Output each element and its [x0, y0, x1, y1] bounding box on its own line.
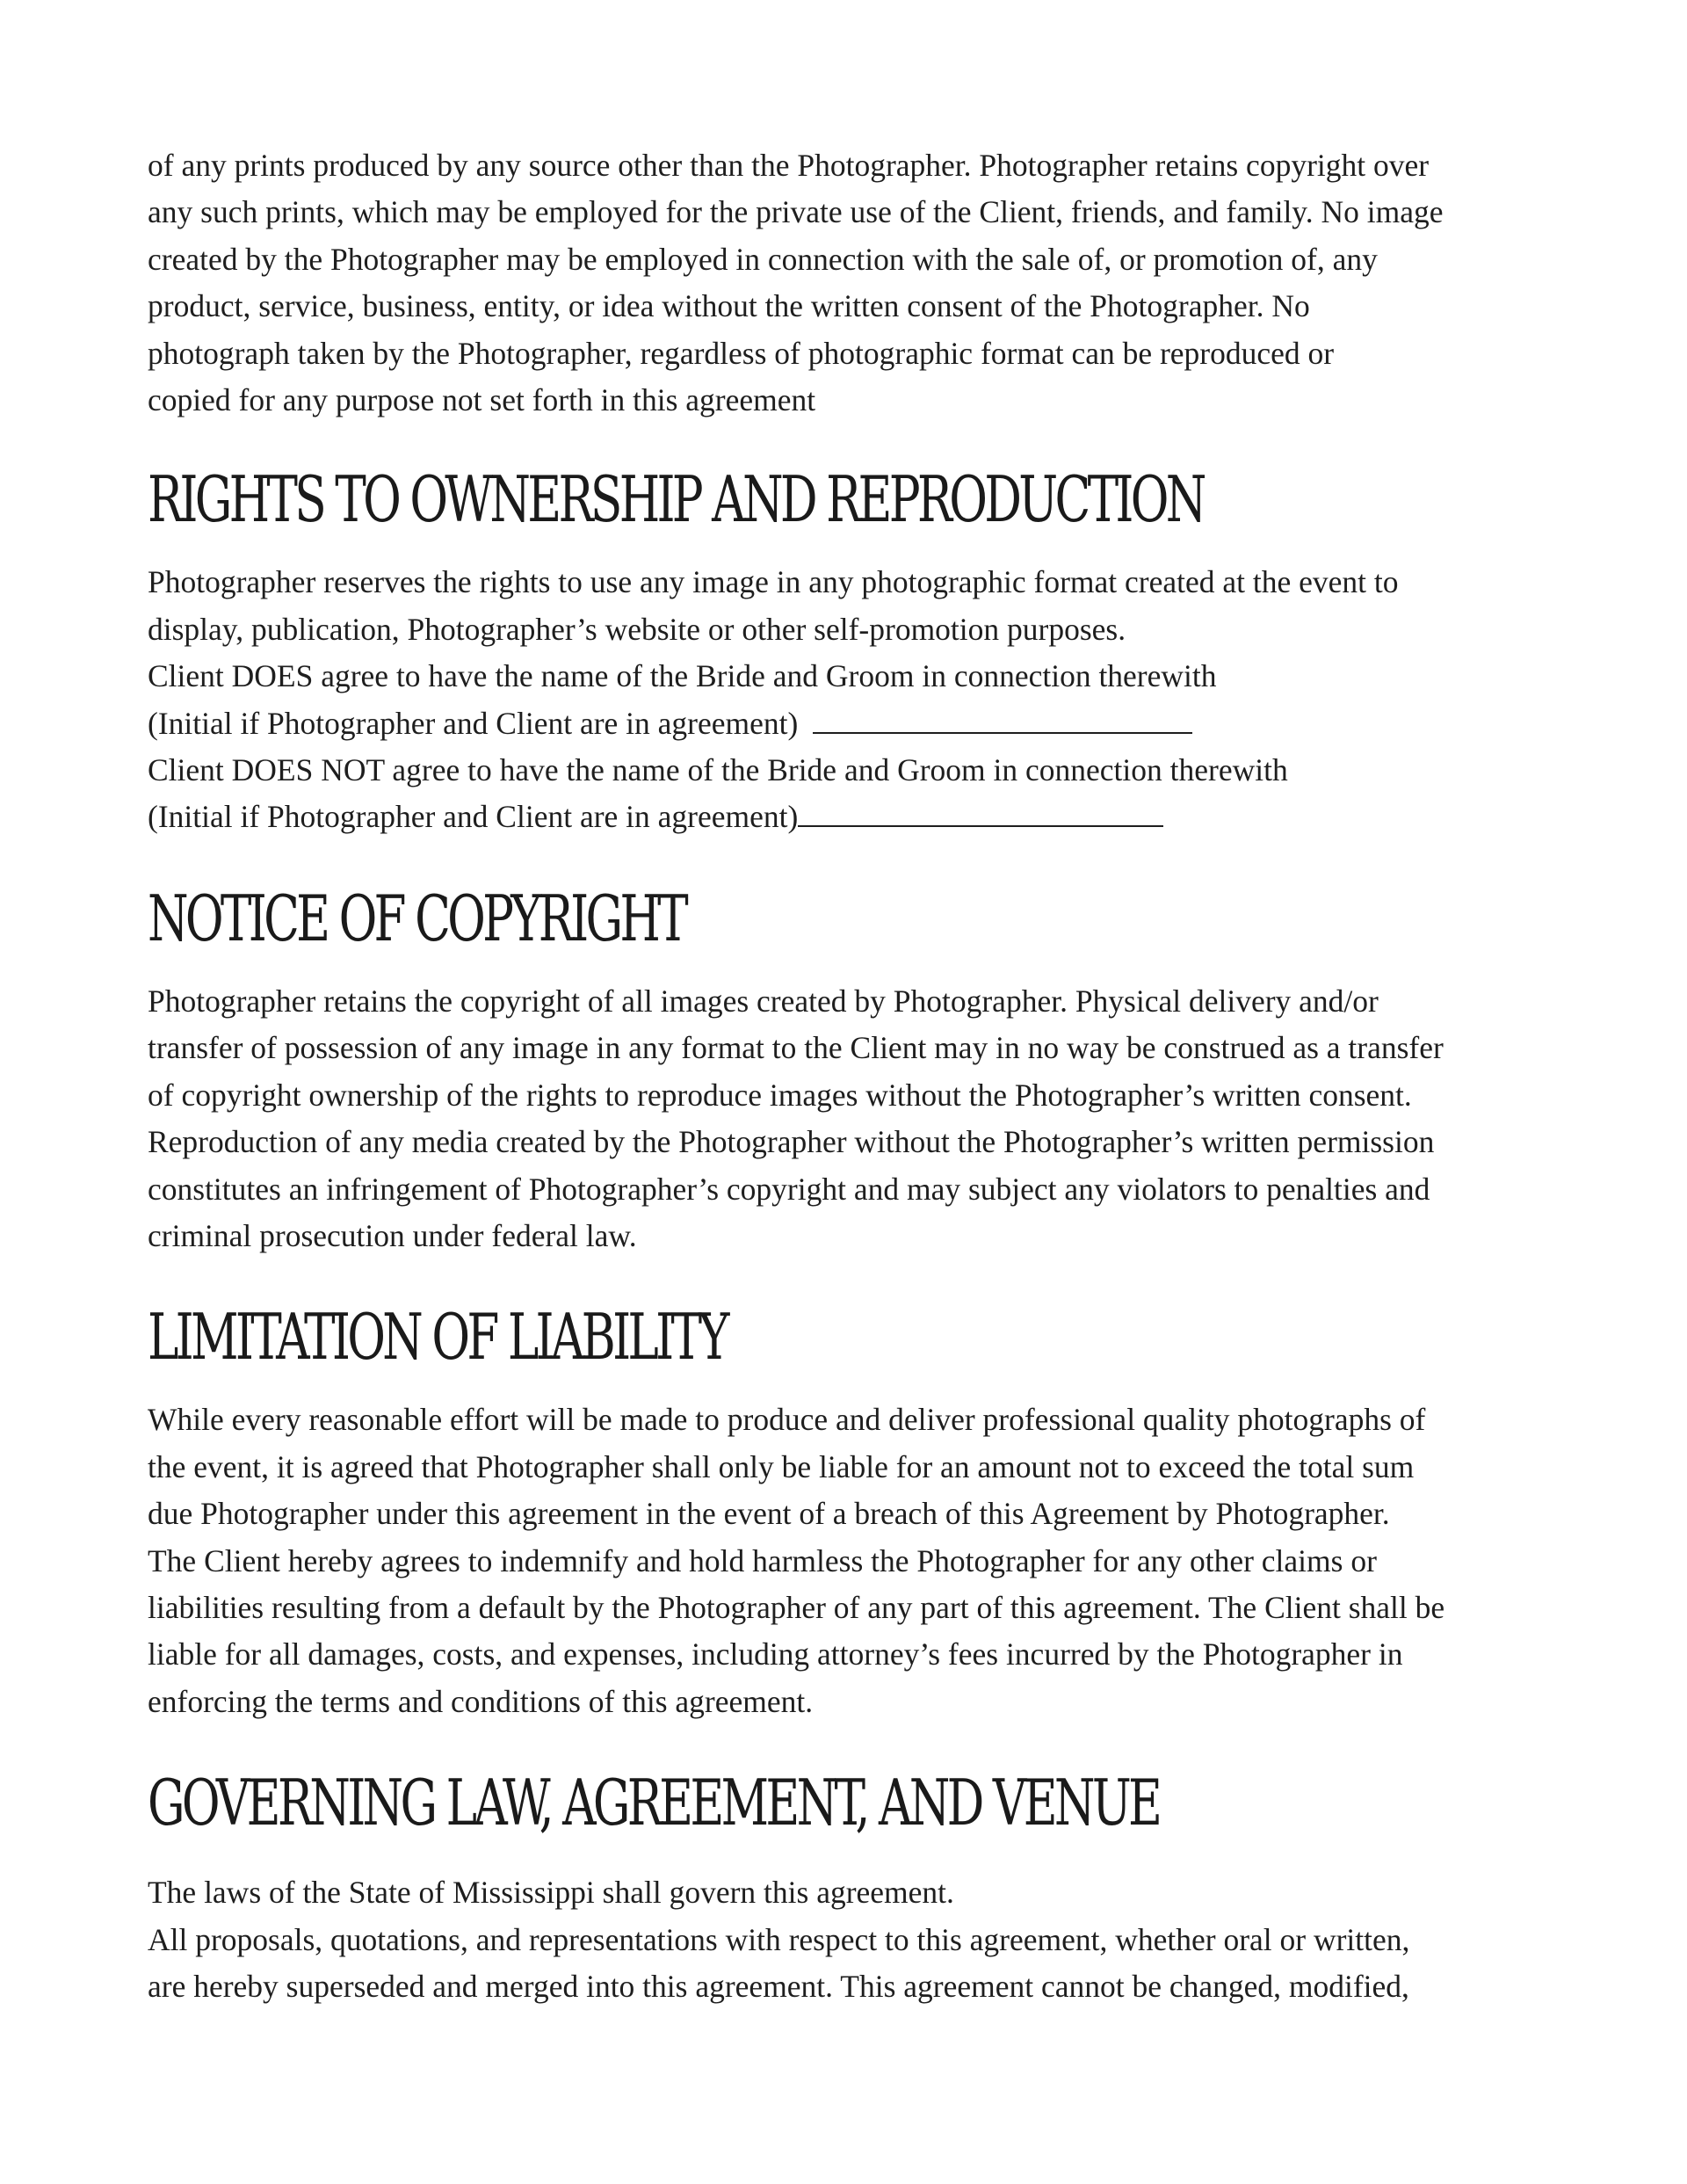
initial-blank-disagree[interactable]	[798, 797, 1163, 827]
paragraph-line: any such prints, which may be employed for the private use of the Client, friends, and family. No image	[148, 194, 1444, 230]
paragraph-line: Client DOES NOT agree to have the name of the Bride and Groom in connection therewith	[148, 752, 1288, 788]
paragraph-line: Client DOES agree to have the name of the Bride and Groom in connection therewith	[148, 658, 1217, 694]
paragraph-line: photograph taken by the Photographer, regardless of photographic format can be reproduced or	[148, 335, 1335, 371]
paragraph-line: of copyright ownership of the rights to reproduce images without the Photographer’s written consent.	[148, 1077, 1412, 1113]
section-heading-notice: NOTICE OF COPYRIGHT	[148, 881, 685, 955]
paragraph-line: Photographer retains the copyright of all images created by Photographer. Physical delivery and/or	[148, 983, 1379, 1019]
paragraph-line: The Client hereby agrees to indemnify and hold harmless the Photographer for any other claims or	[148, 1542, 1377, 1578]
paragraph-line: enforcing the terms and conditions of this agreement.	[148, 1683, 814, 1719]
paragraph-line: are hereby superseded and merged into this agreement. This agreement cannot be changed, modified,	[148, 1968, 1409, 2004]
paragraph-line: criminal prosecution under federal law.	[148, 1217, 637, 1253]
governing-paragraph	[148, 1869, 1553, 2010]
document-page	[148, 142, 1553, 2010]
initial-line-agree	[148, 700, 1553, 747]
initial-blank-agree[interactable]	[813, 704, 1192, 734]
paragraph-line: the event, it is agreed that Photographer shall only be liable for an amount not to exceed the total sum	[148, 1448, 1415, 1484]
intro-paragraph	[148, 142, 1553, 424]
paragraph-line: transfer of possession of any image in any format to the Client may in no way be construed as a transfer	[148, 1030, 1444, 1066]
paragraph-line: due Photographer under this agreement in the event of a breach of this Agreement by Photographer.	[148, 1496, 1390, 1532]
paragraph-line: product, service, business, entity, or idea without the written consent of the Photographer. No	[148, 288, 1310, 324]
initial-prompt: (Initial if Photographer and Client are in agreement)	[148, 705, 807, 741]
notice-paragraph	[148, 978, 1553, 1259]
paragraph-line: liable for all damages, costs, and expenses, including attorney’s fees incurred by the Photographer in	[148, 1636, 1403, 1672]
paragraph-line: copied for any purpose not set forth in this agreement	[148, 382, 816, 418]
paragraph-line: constitutes an infringement of Photographer’s copyright and may subject any violators to penalties and	[148, 1171, 1430, 1207]
paragraph-line: Reproduction of any media created by the Photographer without the Photographer’s written permission	[148, 1124, 1435, 1160]
paragraph-line: The laws of the State of Mississippi shall govern this agreement.	[148, 1875, 954, 1911]
paragraph-line: All proposals, quotations, and representations with respect to this agreement, whether oral or written,	[148, 1921, 1410, 1957]
paragraph-line: display, publication, Photographer’s website or other self-promotion purposes.	[148, 611, 1126, 647]
initial-prompt: (Initial if Photographer and Client are in agreement)	[148, 799, 799, 835]
paragraph-line: While every reasonable effort will be made to produce and deliver professional quality photographs of	[148, 1402, 1426, 1438]
paragraph-line: Photographer reserves the rights to use any image in any photographic format created at the event to	[148, 564, 1399, 600]
paragraph-line: of any prints produced by any source other than the Photographer. Photographer retains copyright over	[148, 148, 1430, 183]
rights-paragraph	[148, 559, 1553, 840]
paragraph-line: created by the Photographer may be employed in connection with the sale of, or promotion of, any	[148, 241, 1378, 277]
limitation-paragraph	[148, 1397, 1553, 1725]
section-heading-governing: GOVERNING LAW, AGREEMENT, AND VENUE	[148, 1766, 1160, 1840]
section-heading-rights: RIGHTS TO OWNERSHIP AND REPRODUCTION	[148, 462, 1204, 537]
section-heading-limitation: LIMITATION OF LIABILITY	[148, 1300, 727, 1375]
initial-line-disagree	[148, 794, 1553, 840]
paragraph-line: liabilities resulting from a default by the Photographer of any part of this agreement. The Client shall be	[148, 1589, 1445, 1625]
